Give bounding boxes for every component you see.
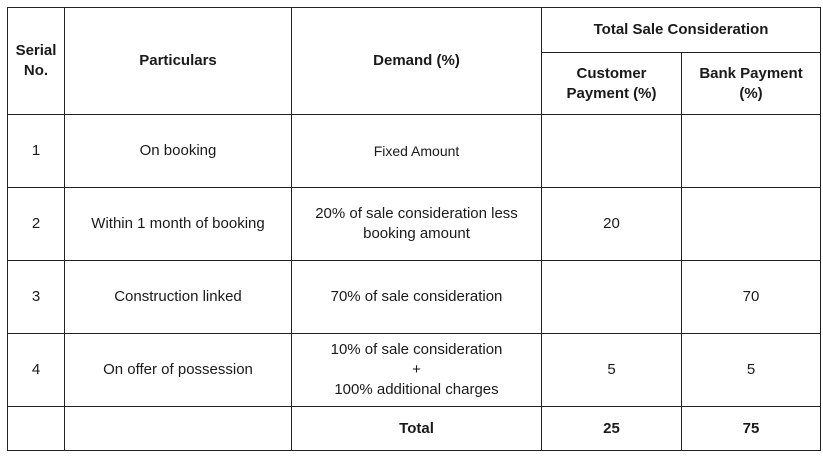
total-bank-payment: 75 <box>682 407 821 451</box>
cell-particulars-empty <box>65 407 292 451</box>
cell-particulars: Construction linked <box>65 261 292 334</box>
header-serial: Serial No. <box>8 8 65 115</box>
cell-serial: 4 <box>8 334 65 407</box>
header-total-sale-consideration: Total Sale Consideration <box>542 8 821 53</box>
cell-serial-empty <box>8 407 65 451</box>
demand-line: 70% of sale consideration <box>330 288 503 305</box>
cell-demand <box>292 261 542 334</box>
header-demand: Demand (%) <box>292 8 542 115</box>
cell-serial: 3 <box>8 261 65 334</box>
demand-line: booking amount <box>363 225 470 242</box>
header-bank-payment: Bank Payment (%) <box>682 53 821 115</box>
total-customer-payment: 25 <box>542 407 682 451</box>
demand-line: 20% of sale consideration less <box>315 205 518 222</box>
cell-customer-payment <box>542 115 682 188</box>
cell-particulars: Within 1 month of booking <box>65 188 292 261</box>
table-row <box>8 334 821 407</box>
table-row <box>8 261 821 334</box>
cell-bank-payment: 70 <box>682 261 821 334</box>
cell-customer-payment: 5 <box>542 334 682 407</box>
table-row <box>8 115 821 188</box>
header-customer-payment: Customer Payment (%) <box>542 53 682 115</box>
table-row <box>8 188 821 261</box>
cell-demand <box>292 334 542 407</box>
payment-plan-table <box>7 7 821 451</box>
demand-line: 100% additional charges <box>334 381 499 398</box>
demand-line: Fixed Amount <box>373 143 460 159</box>
cell-customer-payment <box>542 261 682 334</box>
cell-particulars: On booking <box>65 115 292 188</box>
cell-demand <box>292 115 542 188</box>
cell-particulars: On offer of possession <box>65 334 292 407</box>
total-row <box>8 407 821 451</box>
cell-bank-payment <box>682 115 821 188</box>
cell-serial: 2 <box>8 188 65 261</box>
cell-serial: 1 <box>8 115 65 188</box>
total-label: Total <box>292 407 542 451</box>
cell-bank-payment: 5 <box>682 334 821 407</box>
cell-demand <box>292 188 542 261</box>
header-particulars: Particulars <box>65 8 292 115</box>
demand-line: + <box>412 361 421 378</box>
demand-line: 10% of sale consideration <box>330 341 503 358</box>
cell-customer-payment: 20 <box>542 188 682 261</box>
cell-bank-payment <box>682 188 821 261</box>
